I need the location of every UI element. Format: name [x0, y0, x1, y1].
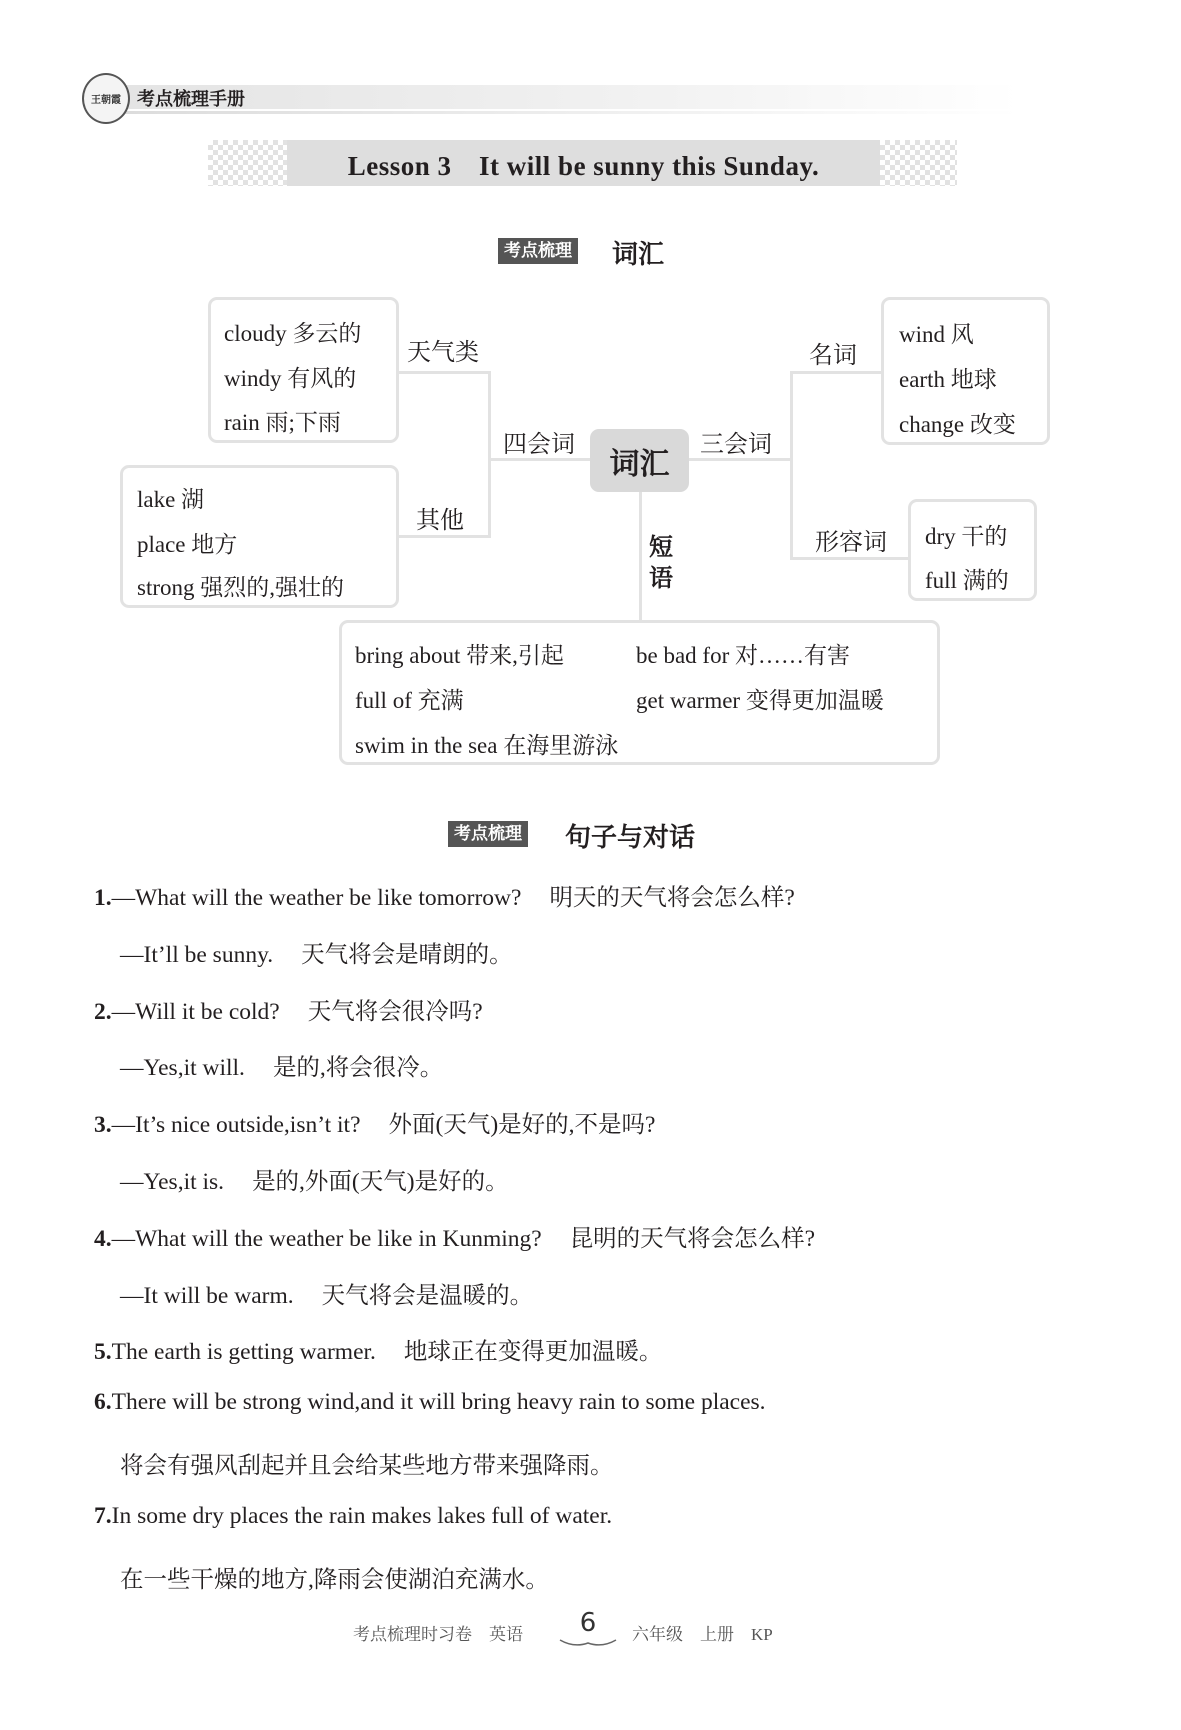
sentence-english: —Yes,it is. [120, 1169, 225, 1195]
sentence-number: 1. [94, 885, 112, 911]
connector [639, 492, 642, 622]
weather-label: 天气类 [407, 340, 479, 366]
sentence-english: —Will it be cold? [111, 998, 280, 1025]
section-title-sentences: 句子与对话 [565, 823, 696, 853]
other-label: 其他 [416, 508, 464, 534]
vocab-item: lake 湖 [137, 487, 205, 512]
sentence-row [94, 1219, 815, 1253]
open-book-icon [558, 1638, 618, 1648]
adjective-words-box [908, 499, 1037, 601]
three-skill-label: 三会词 [700, 432, 772, 458]
sentence-row [120, 1560, 549, 1594]
sentence-english: —Yes,it will. [120, 1055, 245, 1082]
sentence-english: There will be strong wind,and it will bring heavy rain to some places. [111, 1389, 766, 1416]
phrases-label-1: 短 [649, 535, 673, 561]
vocab-item: full 满的 [925, 568, 1009, 593]
vocab-item: rain 雨;下雨 [224, 410, 341, 435]
adjective-label: 形容词 [815, 530, 887, 556]
sentence-chinese: 是的,将会很冷。 [272, 1055, 444, 1082]
header-band [120, 85, 1020, 109]
vocab-item: change 改变 [899, 412, 1016, 437]
sentence-english: —What will the weather be like tomorrow? [111, 885, 522, 911]
page-number [562, 1608, 614, 1644]
sentence-row [94, 1332, 662, 1366]
sentence-english: —It’ll be sunny. [120, 941, 274, 968]
phrases-box [339, 620, 940, 765]
vocab-item: windy 有风的 [224, 366, 357, 391]
connector [399, 371, 491, 374]
connector [790, 371, 882, 374]
sentence-chinese: 外面(天气)是好的,不是吗? [388, 1112, 656, 1139]
connector [790, 371, 793, 560]
four-skill-label: 四会词 [503, 432, 575, 458]
sentence-number: 2. [94, 998, 112, 1025]
sentence-english: —It’s nice outside,isn’t it? [111, 1112, 361, 1139]
banner-pattern-left [208, 140, 287, 186]
noun-words-box [881, 297, 1050, 445]
phrase-item: get warmer 变得更加温暖 [636, 688, 884, 713]
vocab-item: dry 干的 [925, 524, 1008, 549]
connector [488, 371, 491, 538]
vocab-item: wind 风 [899, 322, 974, 347]
sentence-row [94, 878, 795, 912]
footer-right: 六年级 上册 KP [632, 1625, 773, 1644]
phrase-item: bring about 带来,引起 [355, 643, 564, 668]
sentence-chinese: 明天的天气将会怎么样? [549, 885, 795, 911]
sentence-chinese: 地球正在变得更加温暖。 [403, 1339, 663, 1366]
sentence-row [120, 1446, 614, 1480]
phrase-item: be bad for 对……有害 [636, 643, 850, 668]
vocab-item: cloudy 多云的 [224, 321, 362, 346]
sentence-row [120, 1162, 509, 1196]
sentence-row [94, 1503, 612, 1530]
sentence-row [94, 1105, 656, 1139]
section-badge: 考点梳理 [448, 821, 528, 847]
logo-text: 王朝霞 [91, 95, 121, 106]
page-number-text: 6 [579, 1608, 597, 1638]
sentence-english: In some dry places the rain makes lakes full of water. [111, 1502, 613, 1529]
sentence-number: 7. [94, 1502, 112, 1529]
sentence-chinese: 将会有强风刮起并且会给某些地方带来强降雨。 [120, 1453, 614, 1479]
sentence-row [94, 992, 483, 1026]
sentence-chinese: 是的,外面(天气)是好的。 [252, 1169, 509, 1195]
mindmap-center: 词汇 [590, 429, 689, 492]
sentence-number: 4. [94, 1225, 112, 1252]
book-title: 考点梳理手册 [137, 89, 245, 109]
sentence-row [120, 935, 513, 969]
section-badge: 考点梳理 [498, 238, 578, 264]
sentence-english: The earth is getting warmer. [111, 1339, 376, 1366]
vocab-item: earth 地球 [899, 367, 997, 392]
sentence-chinese: 昆明的天气将会怎么样? [569, 1225, 816, 1252]
sentence-row [94, 1389, 766, 1416]
footer-left: 考点梳理时习卷 英语 [353, 1625, 523, 1644]
phrases-label-2: 语 [649, 566, 673, 592]
sentence-english: —It will be warm. [120, 1282, 294, 1309]
sentence-chinese: 天气将会是温暖的。 [321, 1282, 534, 1309]
sentence-number: 5. [94, 1339, 112, 1366]
header-divider [120, 111, 1020, 114]
sentence-chinese: 天气将会是晴朗的。 [301, 941, 513, 968]
sentence-chinese: 在一些干燥的地方,降雨会使湖泊充满水。 [120, 1566, 549, 1593]
weather-words-box [208, 297, 399, 443]
other-words-box [120, 465, 399, 608]
publisher-logo [82, 73, 130, 124]
lesson-title: Lesson 3 It will be sunny this Sunday. [287, 140, 880, 186]
sentence-row [120, 1276, 533, 1310]
sentence-number: 6. [94, 1389, 112, 1416]
sentence-number: 3. [94, 1112, 112, 1139]
phrase-item: swim in the sea 在海里游泳 [355, 733, 619, 758]
vocab-item: strong 强烈的,强壮的 [137, 575, 344, 600]
sentence-english: —What will the weather be like in Kunming? [111, 1225, 542, 1252]
connector [399, 535, 491, 538]
sentence-row [120, 1048, 443, 1082]
sentence-chinese: 天气将会很冷吗? [307, 998, 483, 1025]
banner-pattern-right [880, 140, 957, 186]
phrase-item: full of 充满 [355, 688, 464, 713]
vocab-item: place 地方 [137, 532, 238, 557]
noun-label: 名词 [809, 343, 857, 369]
connector [790, 557, 909, 560]
section-title-vocab: 词汇 [612, 240, 665, 270]
